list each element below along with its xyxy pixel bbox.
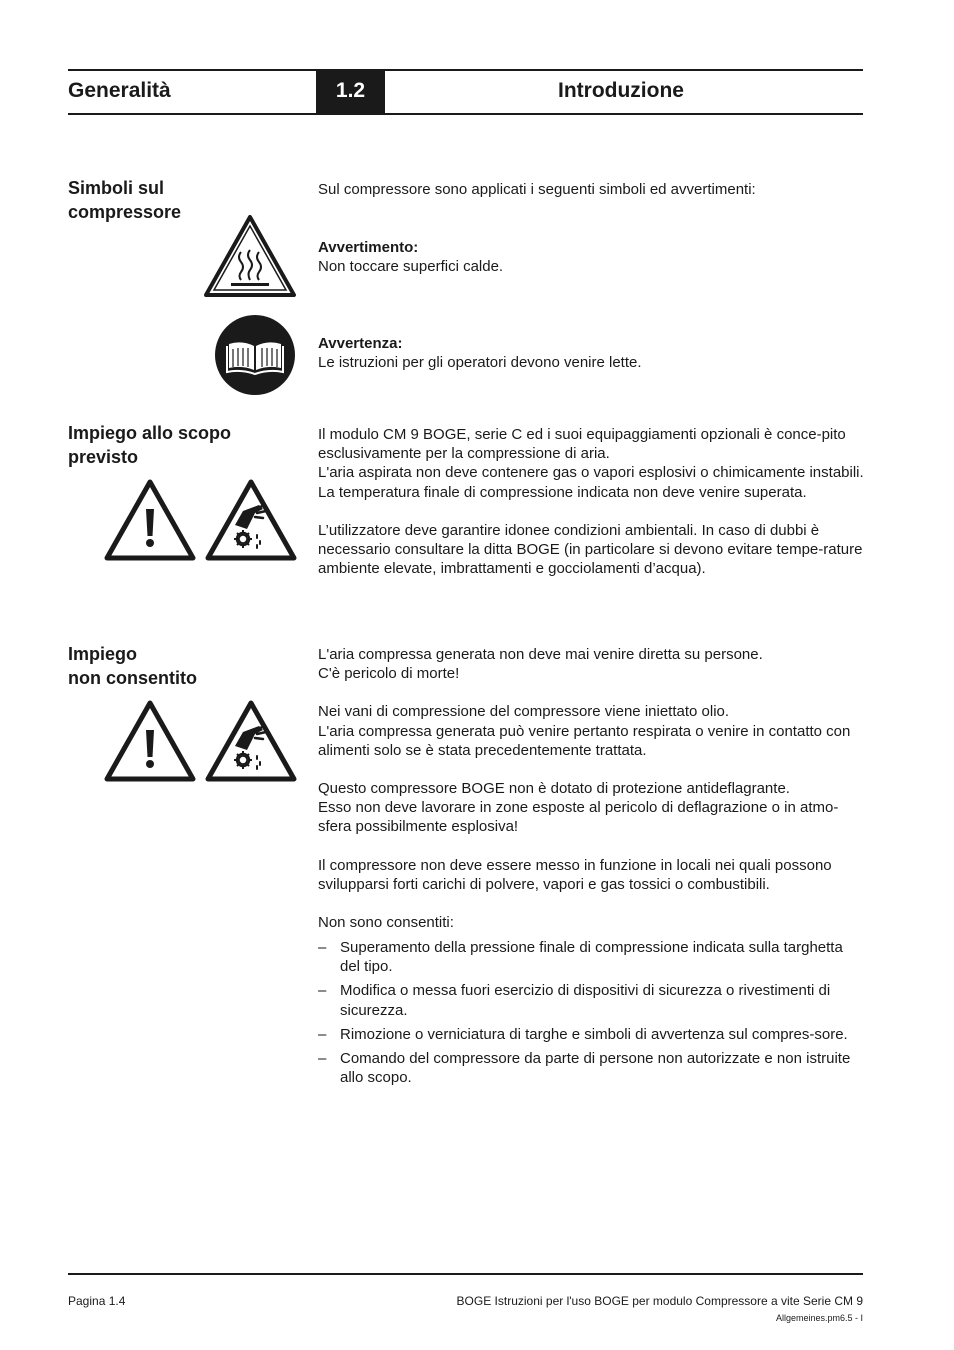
general-warning-icon [104, 479, 196, 561]
notice-block [318, 334, 866, 372]
notice-text: Le istruzioni per gli operatori devono venire lette. [318, 354, 642, 372]
document-title: BOGE Istruzioni per l'uso BOGE per modulo Compressore a vite Serie CM 9 [456, 1294, 863, 1308]
footer-rule [68, 1273, 863, 1275]
intended-use-p1c: La temperatura finale di compressione indicata non deve venire superata. [318, 483, 807, 501]
notice-label: Avvertenza: [318, 335, 403, 352]
improper-use-p1b: C'è pericolo di morte! [318, 665, 460, 683]
intended-use-p1: Il modulo CM 9 BOGE, serie C ed i suoi equipaggiamenti opzionali è conce-pito esclusivamente per la compressione di aria. [318, 426, 846, 463]
intended-use-text [318, 425, 866, 578]
list-item-text: Superamento della pressione finale di compressione indicata sulla targhetta del tipo. [340, 939, 843, 976]
page-number: Pagina 1.4 [68, 1294, 126, 1308]
improper-use-p2b: L'aria compressa generata può venire pertanto respirata o venire in contatto con alimenti solo se è stata precedentemente trattata. [318, 722, 851, 759]
warning-block [318, 238, 866, 276]
header-top-rule [68, 69, 863, 71]
hot-surface-warning-icon [203, 214, 297, 298]
list-item [318, 981, 866, 1019]
section-number: 1.2 [335, 79, 366, 102]
read-manual-icon [214, 314, 296, 396]
list-item [318, 1049, 866, 1087]
warning-text: Non toccare superfici calde. [318, 258, 504, 276]
symbols-intro: Sul compressore sono applicati i seguenti simboli ed avvertimenti: [318, 181, 756, 198]
list-item-text: Rimozione o verniciatura di targhe e simboli di avvertenza sul compres-sore. [340, 1025, 848, 1043]
list-dash: – [318, 982, 327, 1000]
intended-use-heading: Impiego allo scopo previsto [68, 423, 232, 467]
warning-label: Avvertimento: [318, 239, 419, 256]
chapter-title: Introduzione [558, 79, 684, 102]
intended-use-p1b: L'aria aspirata non deve contenere gas o vapori esplosivi o chimicamente instabili. [318, 464, 864, 482]
hand-injury-warning-icon [205, 700, 297, 782]
list-dash: – [318, 1025, 327, 1043]
improper-use-p4: Il compressore non deve essere messo in funzione in locali nei quali possono svilupparsi forti carichi di polvere, vapori e gas tossici o combustibili. [318, 856, 832, 893]
list-item [318, 1025, 866, 1044]
improper-use-p5: Non sono consentiti: [318, 914, 454, 932]
section-title: Generalità [68, 79, 171, 102]
improper-use-p2a: Nei vani di compressione del compressore viene iniettato olio. [318, 703, 730, 721]
list-dash: – [318, 939, 327, 956]
list-item-text: Comando del compressore da parte di persone non autorizzate e non istruite allo scopo. [340, 1050, 851, 1087]
list-item [318, 938, 866, 976]
general-warning-icon [104, 700, 196, 782]
prohibited-list [318, 938, 866, 1092]
symbols-heading: Simboli sul compressore [68, 178, 182, 222]
improper-use-p3a: Questo compressore BOGE non è dotato di protezione antideflagrante. [318, 780, 790, 798]
file-reference: Allgemeines.pm6.5 - I [775, 1313, 863, 1323]
hand-injury-warning-icon [205, 479, 297, 561]
intended-use-p2: L’utilizzatore deve garantire idonee condizioni ambientali. In caso di dubbi è necessario consultare la ditta BOGE (in particolare si devono evitare tempe-rature ambiente elevate, imbrattamenti e gocciolamenti d’acqua). [318, 521, 863, 578]
header-bottom-rule [68, 113, 863, 115]
improper-use-p1a: L'aria compressa generata non deve mai venire diretta su persone. [318, 646, 763, 663]
improper-use-text [318, 645, 866, 932]
list-dash: – [318, 1050, 327, 1068]
list-item-text: Modifica o messa fuori esercizio di dispositivi di sicurezza o rivestimenti di sicurezza. [340, 982, 831, 1019]
improper-use-p3b: Esso non deve lavorare in zone esposte al pericolo di deflagrazione o in atmo-sfera possibilmente esplosiva! [318, 799, 839, 836]
improper-use-heading: Impiego non consentito [68, 644, 197, 688]
